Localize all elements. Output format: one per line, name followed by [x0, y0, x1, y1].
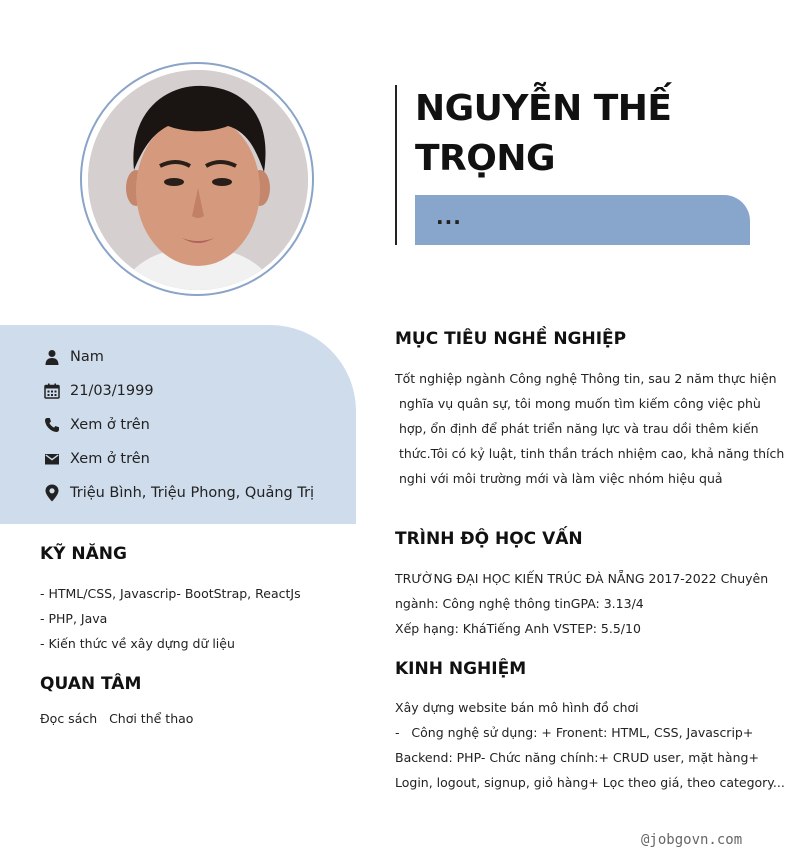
objective-heading: MỤC TIÊU NGHỀ NGHIỆP	[395, 329, 627, 349]
job-title: ...	[436, 205, 462, 229]
education-line: ngành: Công nghệ thông tinGPA: 3.13/4	[395, 596, 644, 611]
objective-line: nghi với môi trường mới và làm việc nhóm hiệu quả	[395, 471, 723, 486]
objective-text	[395, 366, 785, 491]
birthday-value: 21/03/1999	[70, 383, 154, 399]
objective-line: nghĩa vụ quân sự, tôi mong muốn tìm kiếm công việc phù	[395, 396, 761, 411]
watermark: @jobgovn.com	[641, 832, 743, 848]
objective-line: thức.Tôi có kỷ luật, tinh thần trách nhiệm cao, khả năng thích	[395, 446, 785, 461]
education-line: Xếp hạng: KháTiếng Anh VSTEP: 5.5/10	[395, 621, 641, 636]
contact-email	[43, 449, 150, 469]
skill-item: - HTML/CSS, Javascrip- BootStrap, ReactJs	[40, 586, 301, 601]
gender-value: Nam	[70, 349, 104, 365]
calendar-icon	[43, 382, 61, 400]
avatar	[88, 70, 308, 290]
email-value: Xem ở trên	[70, 451, 150, 467]
contact-phone	[43, 415, 150, 435]
contact-address	[43, 483, 314, 503]
name-divider	[395, 85, 397, 245]
education-text	[395, 566, 769, 641]
experience-text	[395, 695, 785, 795]
experience-line: - Công nghệ sử dụng: + Fronent: HTML, CSS, Javascrip+	[395, 725, 754, 740]
experience-line: Login, logout, signup, giỏ hàng+ Lọc theo giá, theo category...	[395, 775, 785, 790]
phone-icon	[43, 416, 61, 434]
phone-value: Xem ở trên	[70, 417, 150, 433]
avatar-portrait	[88, 70, 308, 290]
objective-line: hợp, ổn định để phát triển năng lực và trau dồi thêm kiến	[395, 421, 759, 436]
location-pin-icon	[43, 484, 61, 502]
mail-icon	[43, 450, 61, 468]
education-heading: TRÌNH ĐỘ HỌC VẤN	[395, 529, 583, 549]
education-line: TRƯỜNG ĐẠI HỌC KIẾN TRÚC ĐÀ NẴNG 2017-2022 Chuyên	[395, 571, 769, 586]
skill-item: - PHP, Java	[40, 611, 108, 626]
interests-text: Đọc sách Chơi thể thao	[40, 711, 194, 726]
name-line-1: NGUYỄN THẾ	[415, 88, 672, 129]
person-icon	[43, 348, 61, 366]
experience-line: Xây dựng website bán mô hình đồ chơi	[395, 700, 639, 715]
skills-heading: KỸ NĂNG	[40, 544, 127, 564]
contact-birthday	[43, 381, 154, 401]
full-name	[415, 84, 735, 184]
role-pill	[415, 195, 750, 245]
skill-item: - Kiến thức về xây dựng dữ liệu	[40, 636, 235, 651]
address-value: Triệu Bình, Triệu Phong, Quảng Trị	[70, 485, 315, 501]
objective-line: Tốt nghiệp ngành Công nghệ Thông tin, sau 2 năm thực hiện	[395, 371, 777, 386]
skills-list	[40, 581, 340, 656]
experience-line: Backend: PHP- Chức năng chính:+ CRUD user, mặt hàng+	[395, 750, 759, 765]
contact-gender	[43, 347, 104, 367]
experience-heading: KINH NGHIỆM	[395, 659, 527, 679]
name-line-2: TRỌNG	[415, 138, 556, 179]
interests-heading: QUAN TÂM	[40, 674, 142, 694]
